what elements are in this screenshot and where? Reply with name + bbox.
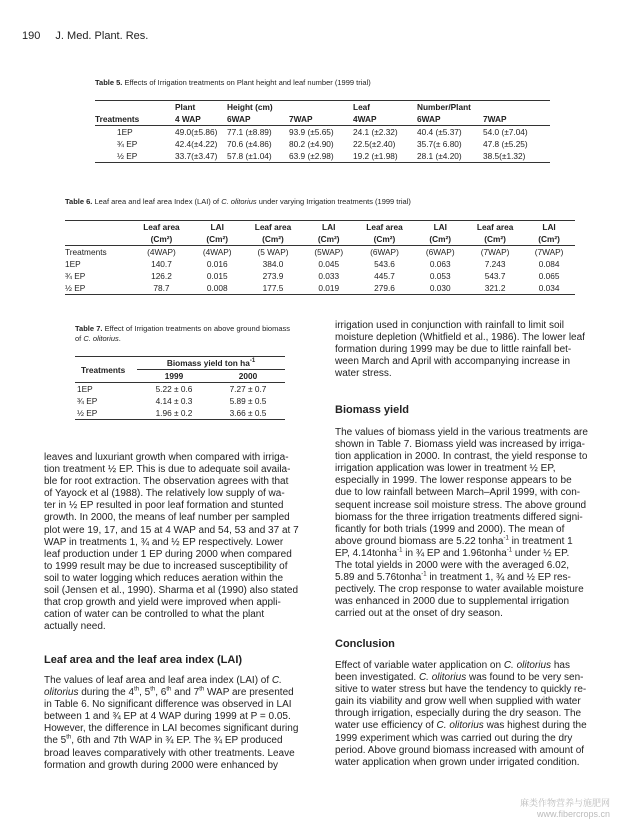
table-row: ¾ EP 126.2 0.015 273.9 0.033 445.7 0.053 543.7 0.065 xyxy=(65,271,560,281)
table5 xyxy=(95,100,550,163)
table-row: ½ EP 78.7 0.008 177.5 0.019 279.6 0.030 321.2 0.034 xyxy=(65,282,575,295)
table6 xyxy=(65,220,575,295)
table-row: 1EP 140.7 0.016 384.0 0.045 543.6 0.063 7.243 0.084 xyxy=(65,259,560,269)
table5-header-row-1: Plant Height (cm) Leaf Number/Plant xyxy=(95,101,550,114)
table-row: ¾ EP 42.4(±4.22) 70.6 (±4.86) 80.2 (±4.90) 22.5(±2.40) 35.7(± 6.80) 47.8 (±5.25) xyxy=(117,139,528,149)
table-row: ½ EP 1.96 ± 0.2 3.66 ± 0.5 xyxy=(75,407,285,420)
right-column-paragraph-3: Effect of variable water application on C. olitorius has been investigated. C. olitorius was found to be very sen- sitive to water stress but have the tendency to quickly re- gain its viability and grow well when supplied with water through irrigation, especially during the dry season. The water use efficiency of C. olitorius was highest during the 1999 experiment which was carried out during the dry period. Above ground biomass increased with amount of water application when grown under irrigated condition. xyxy=(335,660,587,768)
table7-header-row-1: Treatments Biomass yield ton $ha^{-1}$ xyxy=(75,357,285,370)
table6-header-row-2: (Cm²) (Cm²) (Cm²) (Cm²) (Cm²) (Cm²) (Cm²) (Cm²) xyxy=(65,233,575,246)
table7 xyxy=(75,356,285,420)
section-heading-leaf-area: Leaf area and the leaf area index (LAI) xyxy=(44,654,243,666)
section-heading-conclusion: Conclusion xyxy=(335,638,395,650)
page-number: 190 xyxy=(22,30,41,42)
section-heading-biomass: Biomass yield xyxy=(335,404,409,416)
table5-caption: Table 5. Effects of Irrigation treatments on Plant height and leaf number (1999 trial) xyxy=(95,78,371,87)
table7-caption: Table 7. Effect of Irrigation treatments on above ground biomass of C. olitorius. xyxy=(75,324,290,343)
left-column-paragraph-1: leaves and luxuriant growth when compared with irriga- tion treatment ½ EP. This is due to adequate soil availa- ble for root extraction. The observation agrees with that of Yayock et al (1988). The relatively low supply of wa- ter in ½ EP resulted in poor leaf formation and stunted growth. In 2000, the means of leaf number per sampled plot were 19, 17, and 15 at 4 WAP and 54, 53 and 37 at 7 WAP in treatments 1, ¾ and ½ EP respectively. Lower leaf production under 1 EP during 2000 when compared to 1999 result may be due to increased susceptibility of soil to water logging which reduces aeration within the soil (Jensen et al., 1990). Sharma et al (1990) also stated that crop growth and yield were improved when appli- cation of water can be controlled to what the plant actually need. xyxy=(44,452,299,633)
journal-name: J. Med. Plant. Res. xyxy=(55,30,149,42)
left-column-paragraph-2: The values of leaf area and leaf area index (LAI) of C. olitorius during the 4th, 5th, 6th and 7th WAP are presented in Table 6. No significant difference was observed in LAI between 1 and ¾ EP at 4 WAP during 1999 at P = 0.05. However, the difference in LAI becomes significant during the 5th, 6th and 7th WAP in ¾ EP. The ¾ EP produced broad leaves comparatively with other treatments. Leave formation and growth during 2000 were enhanced by xyxy=(44,675,299,771)
watermark: 麻类作物营养与施肥网 www.fibercrops.cn xyxy=(520,798,611,819)
table-row: ½ EP 33.7(±3.47) 57.8 (±1.04) 63.9 (±2.98) 19.2 (±1.98) 28.1 (±4.20) 38.5(±1.32) xyxy=(95,150,550,163)
table-row: ¾ EP 4.14 ± 0.3 5.89 ± 0.5 xyxy=(77,396,267,406)
table7-header-row-2: 1999 2000 xyxy=(75,370,285,383)
table-row: 1EP 5.22 ± 0.6 7.27 ± 0.7 xyxy=(77,384,267,394)
table6-caption: Table 6. Leaf area and leaf area Index (LAI) of C. olitorius under varying Irrigation treatments (1999 trial) xyxy=(65,197,411,206)
table5-header-row-2: Treatments 4 WAP 6WAP 7WAP 4WAP 6WAP 7WAP xyxy=(95,113,550,126)
right-column-paragraph-1: irrigation used in conjunction with rainfall to limit soil moisture depletion (Whitfield et al., 1986). The lower leaf formation during 1999 may be due to little rainfall bet- ween March and April with accompanying increase in water stress. xyxy=(335,320,585,380)
page-header xyxy=(22,30,160,42)
table6-header-row-1: Leaf area LAI Leaf area LAI Leaf area LAI Leaf area LAI xyxy=(65,221,575,234)
table-row: 1EP 49.0(±5.86) 77.1 (±8.89) 93.9 (±5.65) 24.1 (±2.32) 40.4 (±5.37) 54.0 (±7.04) xyxy=(117,127,528,137)
table-row: Treatments (4WAP) (4WAP) (5 WAP) (5WAP) (6WAP) (6WAP) (7WAP) (7WAP) xyxy=(65,247,564,257)
right-column-paragraph-2: The values of biomass yield in the various treatments are shown in Table 7. Biomass yield was increased by irriga- tion application in 2000. In contrast, the yield response to irrigation application was lower in treatment ½ EP, especially in 1999. The lower response appears to be due to low rainfall between March–April 1999, with con- sequent increase soil moisture stress. The above ground biomass for the three irrigation treatments differed signi- ficantly for both trials (1999 and 2000). The mean of above ground biomass are 5.22 tonha$^{-1}$ in treatment 1 EP, 4.14tonha$^{-1}$ in ¾ EP and 1.96tonha$^{-1}$ under ½ EP. The total yields in 2000 were with the averaged 6.02, 5.89 and 5.76tonha$^{-1}$ in treatment 1, ¾ and ½ EP res- pectively. The crop response to water available moisture was enhanced in 2000 due to supplemental irrigation carried out at the onset of dry season. xyxy=(335,427,588,620)
